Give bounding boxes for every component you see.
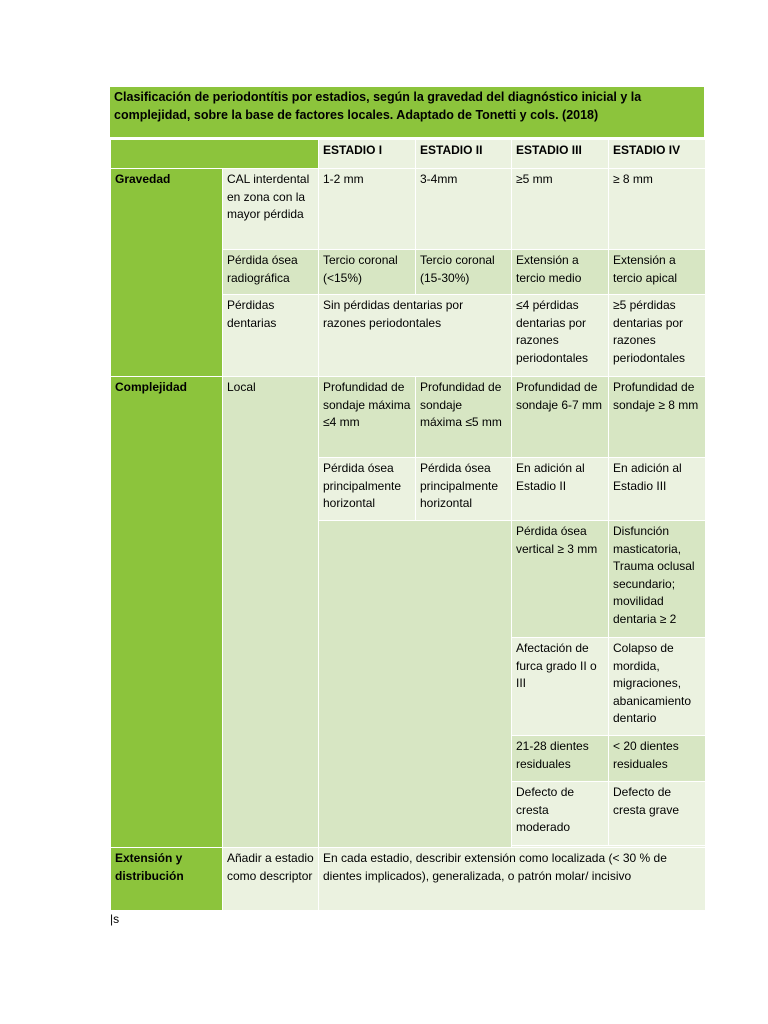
gravedad-label: Gravedad (111, 169, 223, 377)
table-row (111, 848, 706, 911)
criterion-cell: Pérdida ósea radiográfica (223, 250, 319, 295)
value-cell: ≥ 8 mm (609, 169, 706, 250)
value-cell: Pérdida ósea vertical ≥ 3 mm (512, 521, 609, 638)
criterion-cell: Local (223, 377, 319, 848)
value-cell: Sin pérdidas dentarias por razones periodontales (319, 295, 512, 377)
empty-merged-cell (319, 521, 512, 848)
value-cell: ≤4 pérdidas dentarias por razones periodontales (512, 295, 609, 377)
value-cell: Profundidad de sondaje ≥ 8 mm (609, 377, 706, 458)
table-title: Clasificación de periodontítis por estadios, según la gravedad del diagnóstico inicial y la complejidad, sobre la base de factores locales. Adaptado de Tonetti y cols. (2018) (110, 87, 704, 137)
value-cell: Tercio coronal (15-30%) (416, 250, 512, 295)
value-cell: Profundidad de sondaje máxima ≤4 mm (319, 377, 416, 458)
header-estadio-2: ESTADIO II (416, 140, 512, 169)
table-row (111, 169, 706, 250)
value-cell: Afectación de furca grado II o III (512, 638, 609, 736)
value-cell: Extensión a tercio medio (512, 250, 609, 295)
value-cell: 21-28 dientes residuales (512, 736, 609, 782)
value-cell: Defecto de cresta moderado (512, 782, 609, 846)
criterion-cell: Añadir a estadio como descriptor (223, 848, 319, 911)
value-cell: < 20 dientes residuales (609, 736, 706, 782)
value-cell: Colapso de mordida, migraciones, abanicamiento dentario (609, 638, 706, 736)
value-cell: En cada estadio, describir extensión como localizada (< 30 % de dientes implicados), generalizada, o patrón molar/ incisivo (319, 848, 706, 911)
value-cell: ≥5 mm (512, 169, 609, 250)
value-cell: 3-4mm (416, 169, 512, 250)
criterion-cell: Pérdidas dentarias (223, 295, 319, 377)
criterion-cell: CAL interdental en zona con la mayor pérdida (223, 169, 319, 250)
value-cell: 1-2 mm (319, 169, 416, 250)
staging-table (110, 139, 706, 911)
value-cell: Profundidad de sondaje máxima ≤5 mm (416, 377, 512, 458)
header-estadio-1: ESTADIO I (319, 140, 416, 169)
value-cell: En adición al Estadio III (609, 458, 706, 521)
table-row (111, 377, 706, 458)
value-cell: Pérdida ósea principalmente horizontal (319, 458, 416, 521)
value-cell: Pérdida ósea principalmente horizontal (416, 458, 512, 521)
value-cell: Profundidad de sondaje 6-7 mm (512, 377, 609, 458)
header-empty-cell (111, 140, 319, 169)
footnote: |s (110, 912, 120, 926)
value-cell: ≥5 pérdidas dentarias por razones periodontales (609, 295, 706, 377)
header-row (111, 140, 706, 169)
value-cell: Disfunción masticatoria, Trauma oclusal secundario; movilidad dentaria ≥ 2 (609, 521, 706, 638)
value-cell: Tercio coronal (<15%) (319, 250, 416, 295)
value-cell: Extensión a tercio apical (609, 250, 706, 295)
value-cell: Defecto de cresta grave (609, 782, 706, 846)
extension-label: Extensión y distribución (111, 848, 223, 911)
complejidad-label: Complejidad (111, 377, 223, 848)
header-estadio-3: ESTADIO III (512, 140, 609, 169)
value-cell: En adición al Estadio II (512, 458, 609, 521)
header-estadio-4: ESTADIO IV (609, 140, 706, 169)
